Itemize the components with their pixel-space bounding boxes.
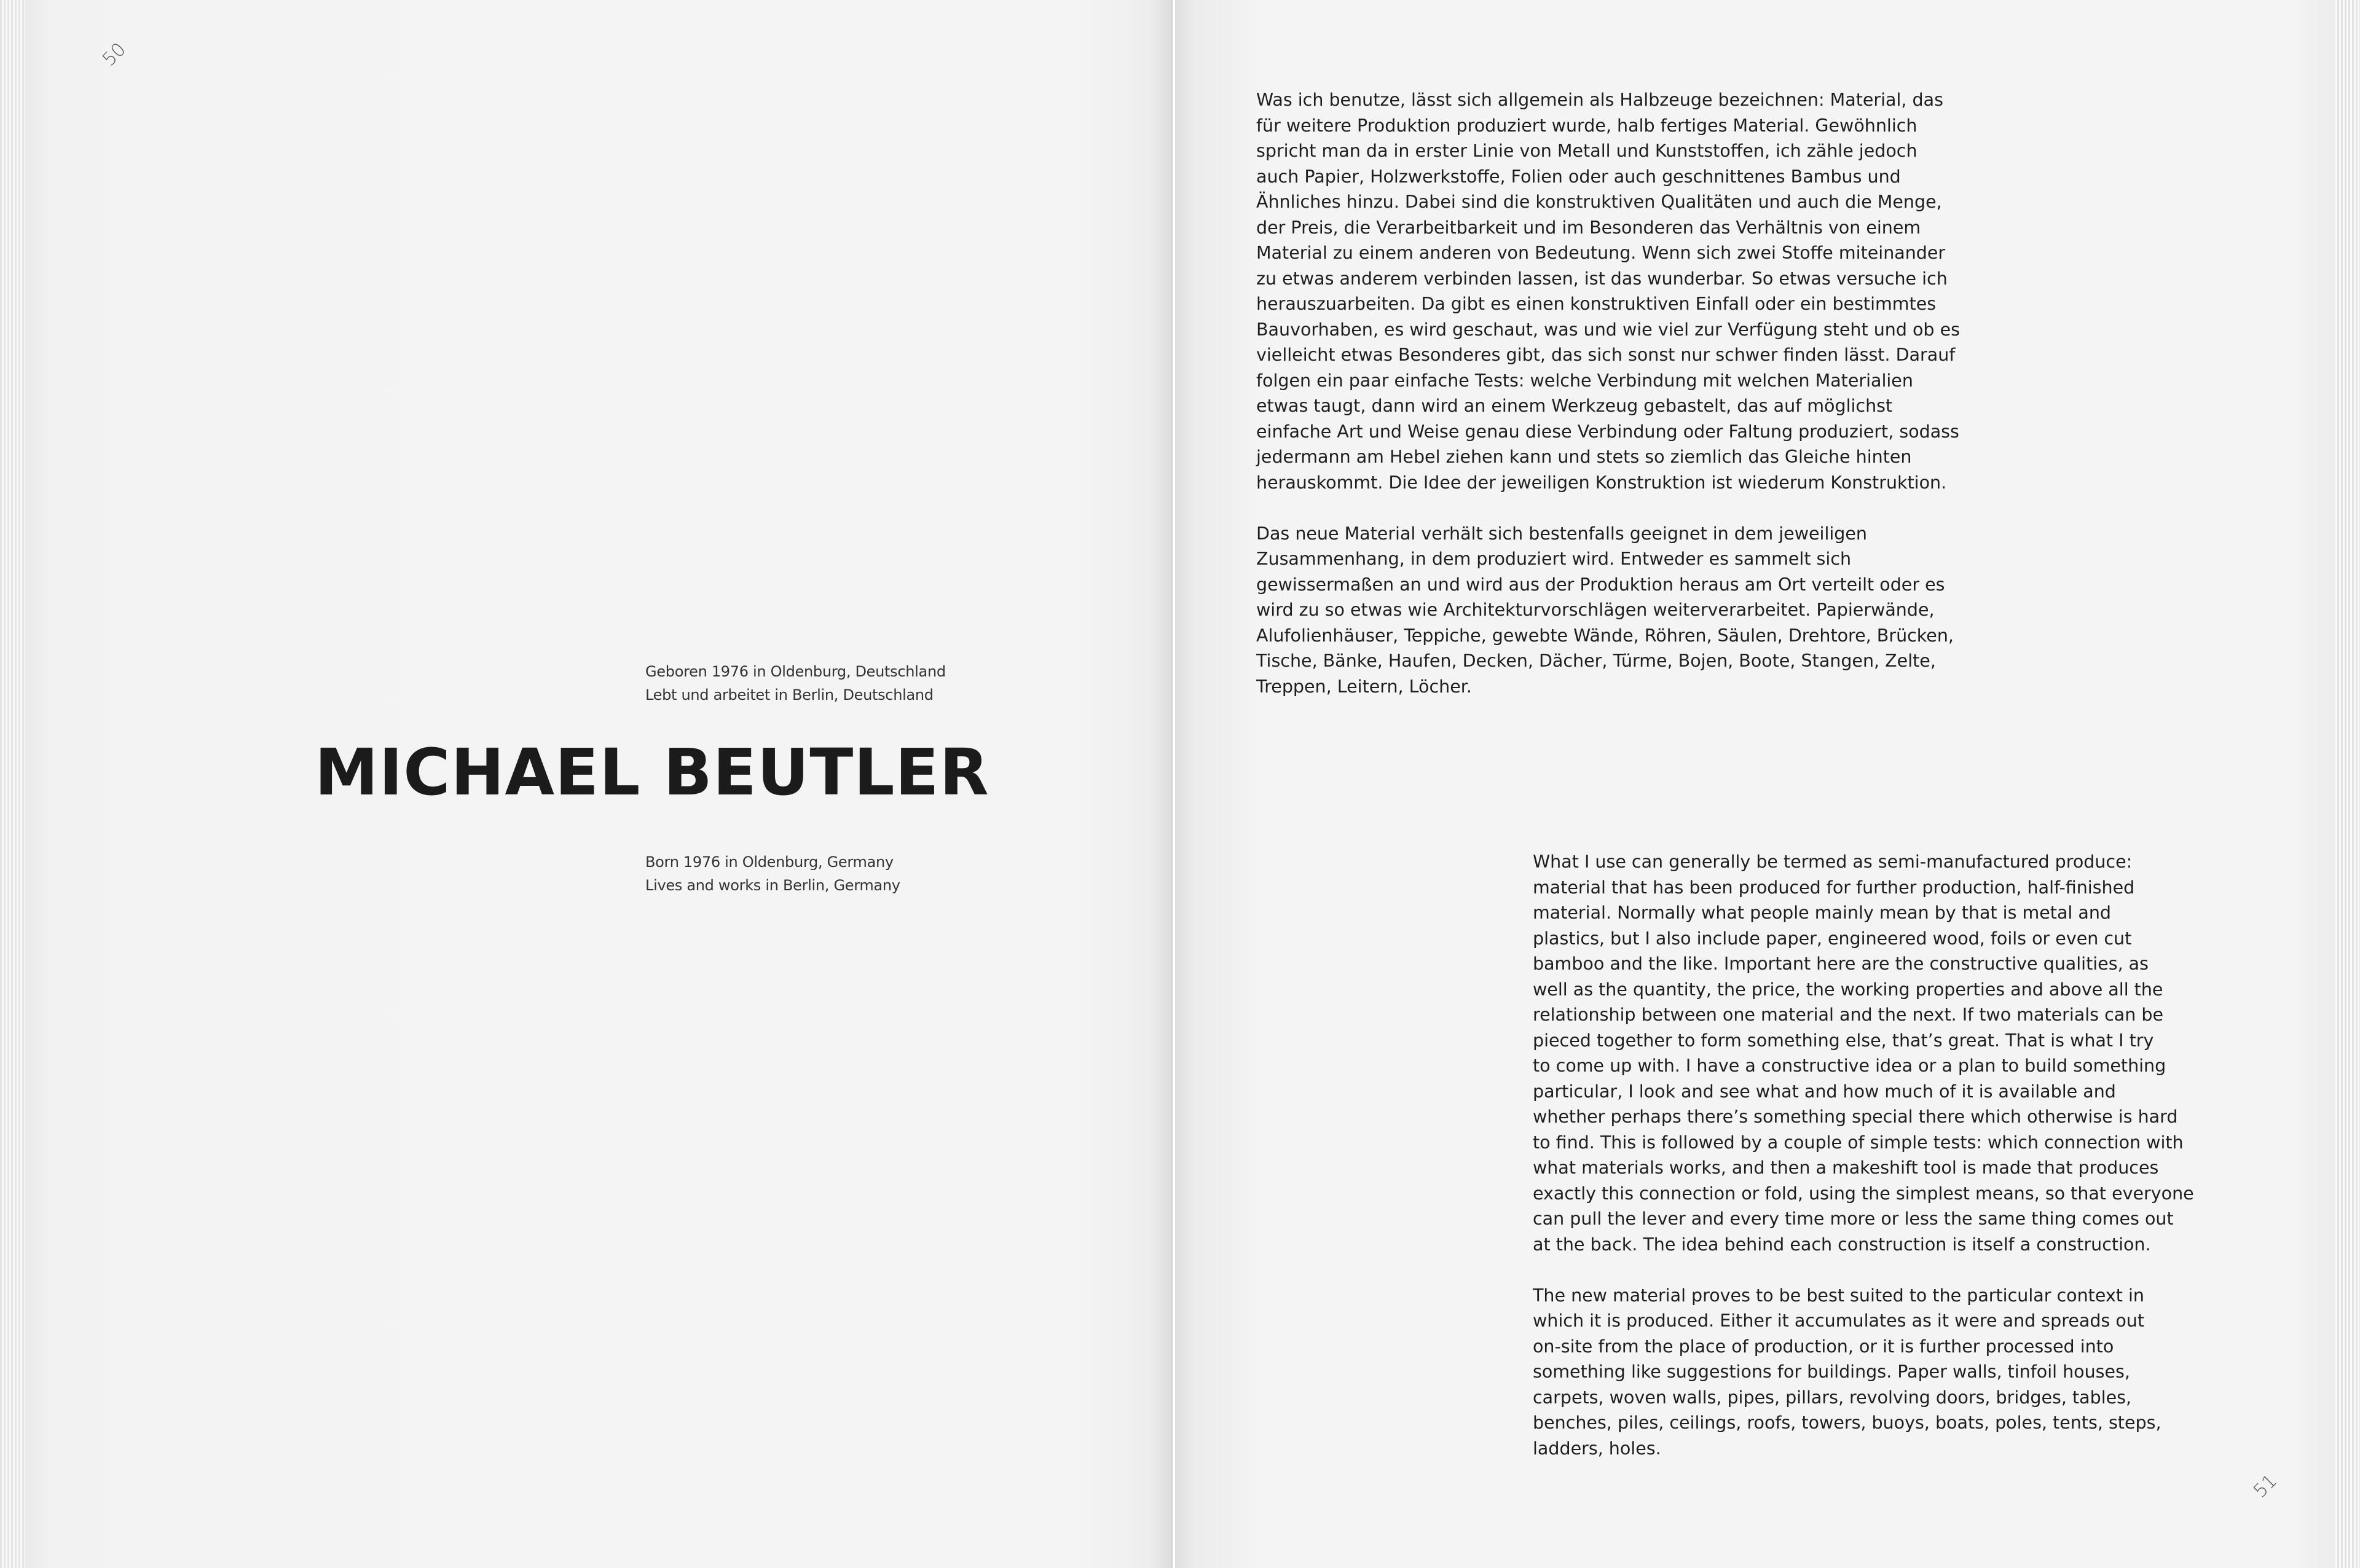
text-line: der Preis, die Verarbeitbarkeit und im Besonderen das Verhältnis von einem [1256, 217, 1921, 238]
text-line: material that has been produced for further production, half-finished [1533, 877, 2135, 898]
text-line: wird zu so etwas wie Architekturvorschlägen weiterverarbeitet. Papierwände, [1256, 600, 1935, 620]
text-line: jedermann am Hebel ziehen kann und stets so ziemlich das Gleiche hinten [1256, 447, 1912, 467]
paragraph [1533, 849, 2240, 1257]
text-line: benches, piles, ceilings, roofs, towers, buoys, boats, poles, tents, steps, [1533, 1413, 2161, 1433]
text-line: Bauvorhaben, es wird geschaut, was und wie viel zur Verfügung steht und ob es [1256, 319, 1960, 340]
bio-line: Born 1976 in Oldenburg, Germany [645, 853, 894, 871]
text-line: plastics, but I also include paper, engineered wood, foils or even cut [1533, 928, 2132, 949]
text-line: ladders, holes. [1533, 1438, 1661, 1459]
text-line: Was ich benutze, lässt sich allgemein als Halbzeuge bezeichnen: Material, das [1256, 90, 1943, 110]
german-text [1256, 87, 2024, 699]
english-text [1533, 849, 2240, 1461]
bio-line: Lives and works in Berlin, Germany [645, 877, 900, 894]
text-line: bamboo and the like. Important here are the constructive qualities, as [1533, 954, 2149, 974]
text-line: auch Papier, Holzwerkstoffe, Folien oder auch geschnittenes Bambus und [1256, 166, 1901, 187]
text-line: Alufolienhäuser, Teppiche, gewebte Wände, Röhren, Säulen, Drehtore, Brücken, [1256, 625, 1954, 646]
text-line: exactly this connection or fold, using the simplest means, so that everyone [1533, 1183, 2194, 1204]
text-line: whether perhaps there’s something special there which otherwise is hard [1533, 1107, 2178, 1127]
text-line: Das neue Material verhält sich bestenfalls geeignet in dem jeweiligen [1256, 523, 1867, 544]
text-line: Ähnliches hinzu. Dabei sind die konstruktiven Qualitäten und auch die Menge, [1256, 192, 1942, 212]
text-line: can pull the lever and every time more or less the same thing comes out [1533, 1209, 2174, 1229]
text-line: to find. This is followed by a couple of simple tests: which connection with [1533, 1132, 2184, 1153]
text-line: pieced together to form something else, that’s great. That is what I try [1533, 1030, 2154, 1051]
text-line: spricht man da in erster Linie von Metall und Kunststoffen, ich zähle jedoch [1256, 141, 1918, 161]
paragraph [1256, 87, 2024, 495]
text-line: something like suggestions for buildings. Paper walls, tinfoil houses, [1533, 1362, 2130, 1382]
text-line: to come up with. I have a constructive idea or a plan to build something [1533, 1056, 2166, 1076]
text-line: herauszuarbeiten. Da gibt es einen konstruktiven Einfall oder ein bestimmtes [1256, 294, 1937, 314]
bio-german [645, 660, 946, 707]
text-line: on-site from the place of production, or it is further processed into [1533, 1336, 2114, 1357]
text-line: für weitere Produktion produziert wurde, halb fertiges Material. Gewöhnlich [1256, 115, 1918, 136]
text-line: etwas taugt, dann wird an einem Werkzeug gebastelt, das auf möglichst [1256, 396, 1893, 416]
text-line: folgen ein paar einfache Tests: welche Verbindung mit welchen Materialien [1256, 370, 1913, 391]
right-page-edges [2335, 0, 2360, 1568]
text-line: The new material proves to be best suited to the particular context in [1533, 1285, 2144, 1306]
text-line: which it is produced. Either it accumulates as it were and spreads out [1533, 1311, 2144, 1331]
text-line: material. Normally what people mainly mean by that is metal and [1533, 903, 2112, 923]
page-number-left: 50 [98, 38, 130, 71]
left-page-edges [0, 0, 25, 1568]
text-line: What I use can generally be termed as semi-manufactured produce: [1533, 852, 2133, 872]
text-line: einfache Art und Weise genau diese Verbindung oder Faltung produziert, sodass [1256, 421, 1959, 442]
artist-name: MICHAEL BEUTLER [315, 735, 989, 810]
text-line: Tische, Bänke, Haufen, Decken, Dächer, Türme, Bojen, Boote, Stangen, Zelte, [1256, 651, 1936, 671]
paragraph [1256, 521, 2024, 700]
bio-line: Geboren 1976 in Oldenburg, Deutschland [645, 663, 946, 680]
text-line: Zusammenhang, in dem produziert wird. Entweder es sammelt sich [1256, 549, 1852, 569]
paragraph [1533, 1283, 2240, 1462]
text-line: carpets, woven walls, pipes, pillars, revolving doors, bridges, tables, [1533, 1387, 2132, 1408]
text-line: herauskommt. Die Idee der jeweiligen Konstruktion ist wiederum Konstruktion. [1256, 472, 1947, 493]
text-line: zu etwas anderem verbinden lassen, ist das wunderbar. So etwas versuche ich [1256, 268, 1948, 289]
bio-english [645, 850, 900, 897]
text-line: at the back. The idea behind each construction is itself a construction. [1533, 1234, 2151, 1255]
text-line: vielleicht etwas Besonderes gibt, das sich sonst nur schwer finden lässt. Darauf [1256, 345, 1956, 365]
text-line: gewissermaßen an und wird aus der Produktion heraus am Ort verteilt oder es [1256, 574, 1945, 595]
page-number-right: 51 [2249, 1470, 2281, 1502]
text-line: Material zu einem anderen von Bedeutung. Wenn sich zwei Stoffe miteinander [1256, 243, 1946, 263]
bio-line: Lebt und arbeitet in Berlin, Deutschland [645, 686, 934, 704]
text-line: particular, I look and see what and how much of it is available and [1533, 1081, 2116, 1102]
text-line: what materials works, and then a makeshift tool is made that produces [1533, 1158, 2159, 1178]
text-line: relationship between one material and the next. If two materials can be [1533, 1005, 2163, 1025]
text-line: well as the quantity, the price, the working properties and above all the [1533, 979, 2163, 1000]
text-line: Treppen, Leitern, Löcher. [1256, 676, 1472, 697]
